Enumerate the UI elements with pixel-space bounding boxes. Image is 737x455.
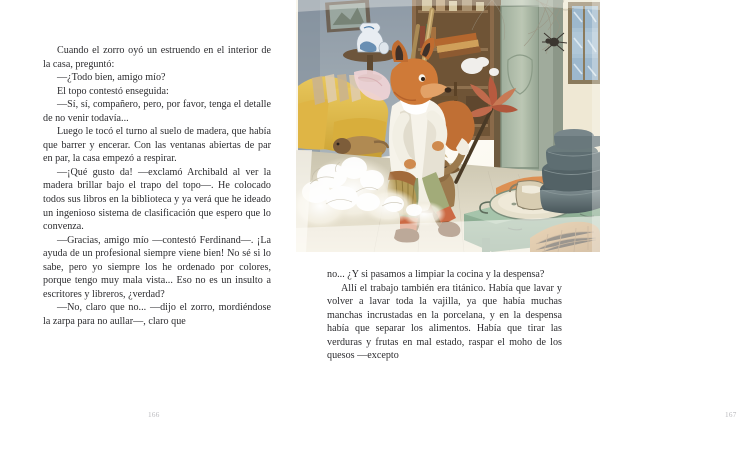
paragraph: —Sí, sí, compañero, pero, por favor, tenga el detalle de no venir todavía...	[43, 99, 271, 124]
left-page-body-text	[43, 44, 271, 328]
paragraph: no... ¿Y si pasamos a limpiar la cocina y la despensa?	[327, 269, 545, 280]
paragraph: Cuando el zorro oyó un estruendo en el interior de la casa, preguntó:	[43, 45, 271, 70]
page-number-right: 167	[725, 411, 737, 419]
fox-and-mole-cleaning-house-illustration	[296, 0, 600, 252]
left-page	[0, 0, 300, 455]
illustration-artwork	[296, 0, 600, 252]
paragraph: —¡Qué gusto da! —exclamó Archibald al ver la madera brillar bajo el trapo del topo—. He colocado todos sus libros en la biblioteca y ya verá que he ideado un ingenioso sistema de clasificación que espero que lo convenza.	[43, 166, 271, 233]
paragraph: Luego le tocó el turno al suelo de madera, que había que barrer y encerar. Con las ventanas abiertas de par en par, la casa empezó a respirar.	[43, 126, 271, 165]
paragraph: Allí el trabajo también era titánico. Había que lavar y volver a lavar toda la vajilla, ya que había muchas manchas incrustadas en la porcelana, y en la despensa había que separar los alimentos. Había que tirar las verduras y frutas en mal estado, raspar el moho de los quesos —excepto	[327, 282, 562, 362]
paragraph: —¿Todo bien, amigo mío?	[57, 72, 166, 84]
paragraph: —No, claro que no... —dijo el zorro, mordiéndose la zarpa para no aullar—, claro que	[43, 302, 271, 327]
page-number-left: 166	[148, 411, 160, 419]
paragraph: El topo contestó enseguida:	[57, 85, 169, 97]
right-page-body-text	[327, 268, 562, 363]
paragraph: —Gracias, amigo mío —contestó Ferdinand—. ¡La ayuda de un profesional siempre viene bien! No sé si lo sabe, pero yo siempre los he ordenado por colores, porque tengo muy mala vista... Eso no es un insulto a escritores y libreros, ¿verdad?	[43, 234, 271, 300]
